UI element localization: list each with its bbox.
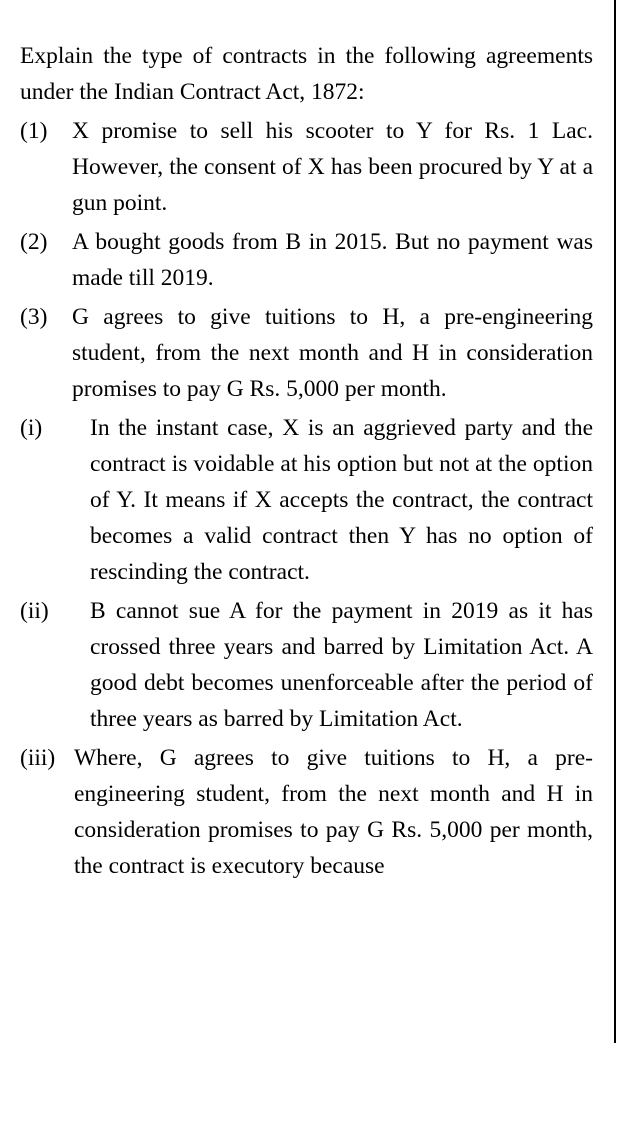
question-number: (2) <box>20 229 48 255</box>
document-body <box>20 38 593 887</box>
answer-number: (iii) <box>20 745 56 771</box>
answer-text: In the instant case, X is an aggrieved party and the contract is voidable at his option but not at the option of Y. It means if X accepts the contract, the contract becomes a valid contract then Y has no option of rescinding the contract. <box>90 415 593 585</box>
page-right-border <box>614 0 616 1043</box>
question-number: (3) <box>20 304 48 330</box>
answer-text: Where, G agrees to give tuitions to H, a pre-engineering student, from the next month and H in consideration promises to pay G Rs. 5,000 per month, the contract is executory because <box>74 745 593 879</box>
question-item-1 <box>20 113 593 221</box>
question-intro: Explain the type of contracts in the following agreements under the Indian Contract Act, 1872: <box>20 43 593 105</box>
question-number: (1) <box>20 118 48 144</box>
question-text: A bought goods from B in 2015. But no payment was made till 2019. <box>72 229 593 291</box>
question-text: G agrees to give tuitions to H, a pre-engineering student, from the next month and H in consideration promises to pay G Rs. 5,000 per month. <box>72 304 593 402</box>
answer-number: (i) <box>20 415 43 441</box>
answer-item-1 <box>20 410 593 590</box>
answer-text: B cannot sue A for the payment in 2019 as it has crossed three years and barred by Limitation Act. A good debt becomes unenforceable after the period of three years as barred by Limitation Act. <box>90 598 593 732</box>
question-text: X promise to sell his scooter to Y for Rs. 1 Lac. However, the consent of X has been procured by Y at a gun point. <box>72 118 593 216</box>
answer-item-2 <box>20 593 593 737</box>
answer-number: (ii) <box>20 598 49 624</box>
answer-item-3 <box>20 740 593 884</box>
question-item-2 <box>20 224 593 296</box>
question-item-3 <box>20 299 593 407</box>
